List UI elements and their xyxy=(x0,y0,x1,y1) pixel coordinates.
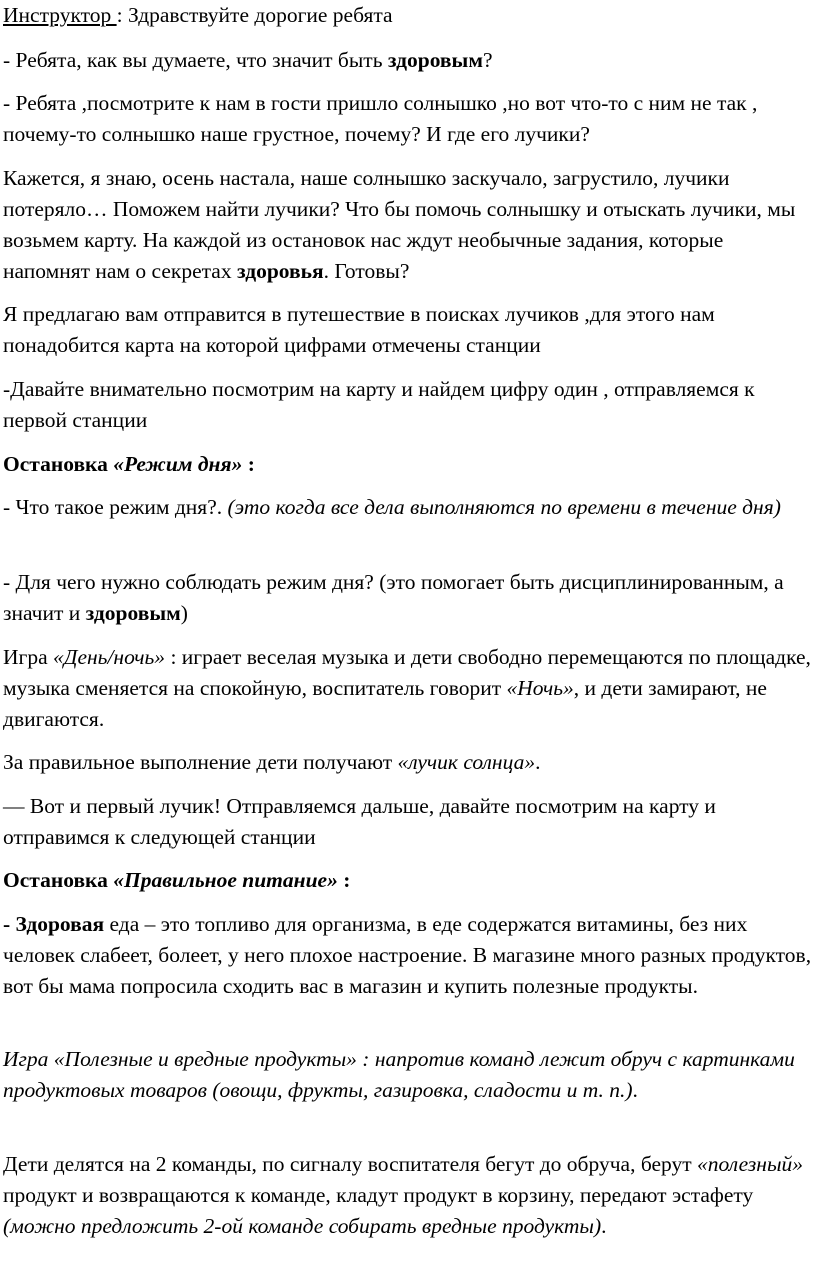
stop-nutrition-heading: Остановка «Правильное питание» : xyxy=(3,868,351,892)
healthy-food-paragraph: - Здоровая еда – это топливо для организма, в еде содержатся витамины, без них человек слабеет, болеет, у него плохое настроение. В магазине много разных продуктов, вот бы мама попросила сходить вас в магазин и купить полезные продукты. xyxy=(3,912,812,998)
stop-daily-routine-heading: Остановка «Режим дня» : xyxy=(3,452,255,476)
journey-paragraph: Я предлагаю вам отправится в путешествие в поисках лучиков ,для этого нам понадобится карта на которой цифрами отмечены станции xyxy=(3,302,715,357)
sun-guest-paragraph: - Ребята ,посмотрите к нам в гости пришло солнышко ,но вот что-то с ним не так , почему-то солнышко наше грустное, почему? И где его лучики? xyxy=(3,91,758,146)
first-station-paragraph: -Давайте внимательно посмотрим на карту и найдем цифру один , отправляемся к первой станции xyxy=(3,377,755,432)
teams-relay-paragraph: Дети делятся на 2 команды, по сигналу воспитателя бегут до обруча, берут «полезный» продукт и возвращаются к команде, кладут продукт в корзину, передают эстафету (можно предложить 2-ой команде собирать вредные продукты). xyxy=(3,1152,804,1238)
food-game-paragraph: Игра «Полезные и вредные продукты» : напротив команд лежит обруч с картинками продуктовых товаров (овощи, фрукты, газировка, сладости и т. п.). xyxy=(3,1047,795,1102)
day-night-game-paragraph: Игра «День/ночь» : играет веселая музыка и дети свободно перемещаются по площадке, музыка сменяется на спокойную, воспитатель говорит «Ночь», и дети замирают, не двигаются. xyxy=(3,645,811,731)
routine-question-paragraph: - Что такое режим дня?. (это когда все дела выполняются по времени в течение дня) xyxy=(3,495,781,519)
question-health-paragraph: - Ребята, как вы думаете, что значит быть здоровым? xyxy=(3,48,493,72)
routine-why-paragraph: - Для чего нужно соблюдать режим дня? (это помогает быть дисциплинированным, а значит и здоровым) xyxy=(3,570,784,625)
instructor-label: Инструктор xyxy=(3,3,117,27)
greeting-paragraph: Инструктор : Здравствуйте дорогие ребята xyxy=(3,3,393,27)
sunray-reward-paragraph: За правильное выполнение дети получают «лучик солнца». xyxy=(3,750,541,774)
first-ray-paragraph: — Вот и первый лучик! Отправляемся дальше, давайте посмотрим на карту и отправимся к следующей станции xyxy=(3,794,716,849)
autumn-map-paragraph: Кажется, я знаю, осень настала, наше солнышко заскучало, загрустило, лучики потеряло… Поможем найти лучики? Что бы помочь солнышку и отыскать лучики, мы возьмем карту. На каждой из остановок нас ждут необычные задания, которые напомнят нам о секретах здоровья. Готовы? xyxy=(3,166,796,283)
